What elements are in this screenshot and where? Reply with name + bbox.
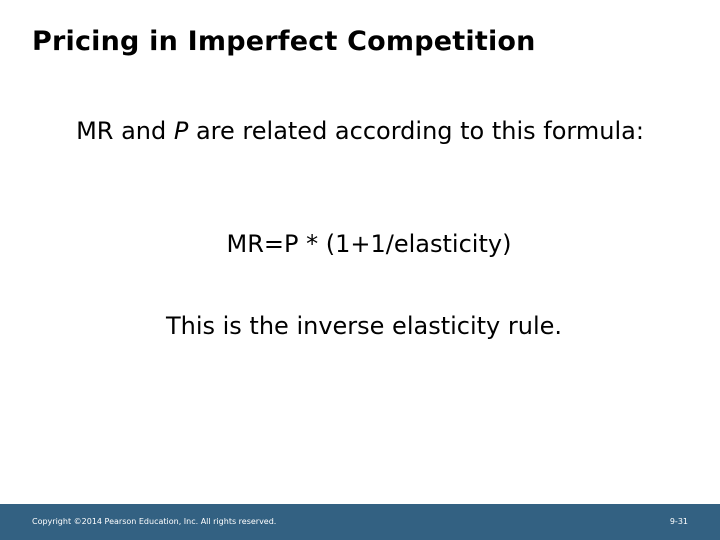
footer-bar — [0, 504, 720, 540]
slide-title: Pricing in Imperfect Competition — [32, 26, 536, 57]
formula-text: MR=P * (1+1/elasticity) — [226, 230, 512, 258]
intro-text-part2: are related according to this formula: — [188, 117, 644, 145]
rule-text: This is the inverse elasticity rule. — [165, 312, 563, 340]
intro-text — [60, 115, 660, 148]
price-variable: P — [173, 117, 189, 145]
footer-page-number: 9-31 — [669, 517, 688, 526]
intro-text-part1: MR and — [76, 117, 174, 145]
footer-copyright: Copyright ©2014 Pearson Education, Inc. All rights reserved. — [32, 517, 277, 526]
